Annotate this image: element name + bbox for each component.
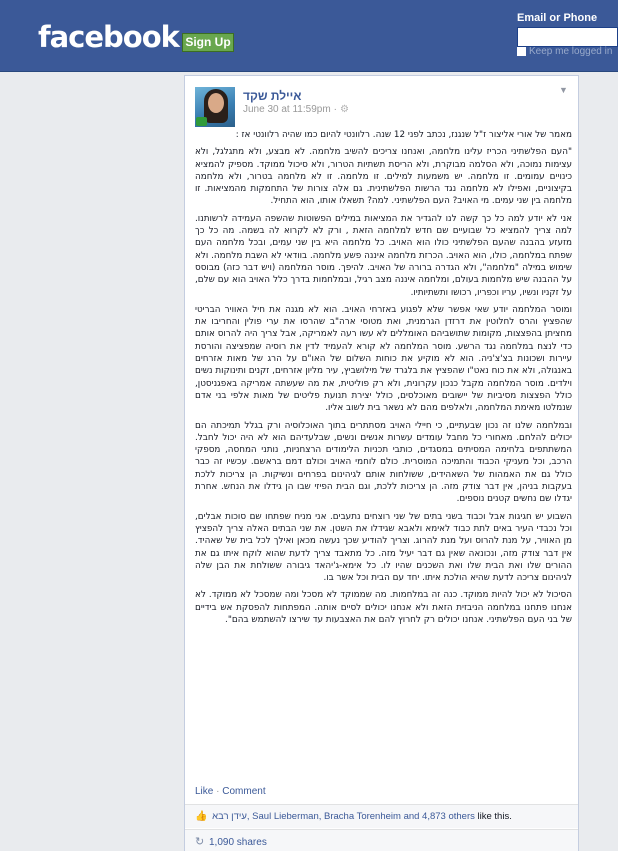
meta-separator: ·	[333, 104, 337, 115]
avatar-badge	[196, 117, 207, 126]
post-meta	[243, 104, 349, 115]
email-input[interactable]	[517, 27, 618, 47]
post-paragraph: "העם הפלשתיני הכריז עלינו מלחמה, ואנחנו צריכים להשיב מלחמה. לא מבצע, ולא מתגלגל, ולא עצימות נמוכה, ולא הסלמה מבוקרת, ולא הריסת תשתיות הטרור, ולא סיכול ממוקד. מספיק להמציא כינויים עמומים. זו מלחמה. יש משמעות למילים. זו מלחמה. זו לא מלחמה בטרור, ולא מלחמה בקיצוניים, ואפילו לא מלחמה נגד הרשות הפלשתינית. גם אלה צורות של התחמקות מהמציאות. זו מלחמה בין שני עמים. מי האויב? העם הפלשתיני. למה? תשאלו אותו, הוא התחיל.	[195, 147, 572, 207]
author-name[interactable]: איילת שקד	[243, 89, 302, 103]
post-timestamp[interactable]: June 30 at 11:59pm	[243, 104, 331, 115]
post-card	[184, 75, 579, 851]
facebook-logo[interactable]: facebook	[38, 20, 179, 54]
thumbs-up-icon: 👍	[195, 811, 208, 822]
actions-separator: ·	[216, 786, 220, 797]
share-icon: ↻	[195, 836, 205, 848]
sign-up-button[interactable]: Sign Up	[182, 33, 234, 52]
post-paragraph: אני לא יודע למה כל כך קשה לנו להגדיר את המציאות במילים הפשוטות שהשפה העמידה לרשותנו. למה צריך להמציא כל שבועיים שם חדש למלחמה הזאת , ורק לא לקרוא לה בשמה. מה כל כך מזעזע בהבנה שהעם הפלשתיני כולו הוא האויב. כל מלחמה היא בין שני עמים, ובכל מלחמה העם שפתח במלחמה, כולו, הוא האויב. הכרזת מלחמה איננה פשע מלחמה. בוודאי לא השבת מלחמה. ולא שימוש במילה "מלחמה", ולא הגדרה ברורה של האויב. להיפך. מוסר המלחמה (ויש דבר כזה) מבוסס על ההבנה שיש מלחמות בעולם, ומלחמה איננה מצב רגיל, ובמלחמות בדרך כלל האויב הוא עם שלם, על זקניו ונשיו, עריו וכפריו, רכושו ותשתיותיו.	[195, 213, 572, 298]
keep-logged-in-label: Keep me logged in	[529, 46, 613, 57]
keep-logged-in-checkbox[interactable]	[517, 47, 526, 56]
avatar[interactable]	[195, 87, 235, 127]
chevron-down-icon[interactable]: ▼	[559, 85, 568, 95]
post-paragraph: ובמלחמה שלנו זה נכון שבעתיים, כי חיילי האויב מסתתרים בתוך האוכלוסיה ורק בגלל תמיכתה הם יכולים להלחם. מאחורי כל מחבל עומדים עשרות אנשים ונשים, שבלעדיהם הוא לא היה יכול לחבל. המשתתפים בלחימה המסיתים במסגדים, כותבי תכניות הלימודים הרצחניות, נותני המחסה, מספקי הרכב, וכל מעניקי הכבוד והתמיכה המוסרית. כולם לוחמי האויב וכולם דמם בראשם. עכשיו זה כבר כולל גם את האמהות של השאהידים, ששולחות אותם לגיהינום בפרחים ונשיקות. הן צריכות ללכת בעקבות בניהן, אין דבר צודק מזה. הן צריכות ללכת, וגם הבית הפיזי שבו הן גידלו את הנחש. אחרת יגדלו שם נחשים קטנים נוספים.	[195, 420, 572, 505]
post-text	[195, 129, 572, 631]
shares-count[interactable]: 1,090 shares	[209, 837, 267, 848]
like-link[interactable]: Like	[195, 786, 214, 797]
post-paragraph: הסיכול לא יכול להיות ממוקד. כנה זה במלחמות. מה שממוקד לא מסכל ומה שמסכל לא ממוקד. לא אנחנו פתחנו במלחמה הניבזית הזאת ולא אנחנו יכולים לסיים אותה. המפתחות להפסקת אש בידיים של בני העם הפלשתיני. אנחנו יכולים רק לחרוץ להם את האצבעות עד שירצו להשתמש בהם".	[195, 590, 572, 625]
likes-summary	[185, 804, 578, 828]
likes-names[interactable]: עידן רבא, Saul Lieberman, Bracha Torenheim and 4,873 others	[212, 811, 475, 822]
post-paragraph: השבוע יש חגיגות אבל וכבוד בשני בתים של שני רוצחים נתעבים. אני מניח שפתחו שם סוכות אבלים, וכל נכבדי העיר באים לתת כבוד לאימא ולאבא שגידלו את השטן. את שני הבתים האלה צריך להפציץ מן האוויר, על מנת להרוס ועל מנת להרוג. וצריך להודיע שכך נעשה מכאן ואילך לכל בית של שאהיד. אין דבר צודק מזה, ונכונאה שאין גם דבר יעיל מזה. כל מתאבד צריך לדעת שהוא לוקח איתו גם את ההורים שלו ואת הבית שלו ואת השכנים שהיו לו. כל אימא-ג'יהאד גיבורה ששולחת את הבן שלה לגיהינום צריכה לדעת שהיא הולכת איתו. יחד עם הבית וכל אשר בו.	[195, 511, 572, 584]
comment-link[interactable]: Comment	[222, 786, 266, 797]
avatar-face	[208, 93, 224, 113]
shares-summary	[185, 829, 578, 851]
post-paragraph: מאמר של אורי אליצור ז"ל שנגנז, נכתב לפני 12 שנה. רלוונטי להיום כמו שהיה רלוונטי אז :	[235, 130, 572, 140]
email-label: Email or Phone	[517, 12, 598, 24]
post-actions	[195, 786, 266, 797]
top-bar	[0, 0, 618, 72]
likes-suffix: like this.	[477, 811, 512, 822]
post-paragraph: ומוסר המלחמה יודע שאי אפשר שלא לפגוע באזרחי האויב. הוא לא מגנה את חיל האוויר הבריטי שהפציץ והרס לחלוטין את דרזדן הגרמנית, ואת מטוסי ארה"ב שהרסו את ערי פולין והחריבו את מחציתן בהפצצות, מקומות שתושביהם האומללים לא עשו רעה לאמריקה, אבל צריך היה להרוס אותם כדי לנצח במלחמה נגד הרשע. מוסר המלחמה לא קורא להעמיד לדין את רוסיה שמפציצה והורסת עיירות ושכונות בצ'צ'ניה. הוא לא מוקיע את כוחות השלום של האו"ם על הרג של מאות אזרחים באנגולה, ולא את כוח נאט"ו שהפציץ את בלגרד של מילושביץ, עיר מליון אזרחים, זקנים ותינוקות נשים וילדים. מוסר המלחמה מקבל כנכון עקרונית, ולא רק פוליטית, את מה שעשתה אמריקה באפגניסטן, כולל הפצצות מסיביות של יישובים מאוכלסים, כולל יצירת תנועת פליטים של מאות אלפי בני אדם שנמלטו מאימת המלחמה, ולאלפים מהם לא נשאר בית לשוב אליו.	[195, 304, 572, 414]
gear-icon[interactable]: ⚙	[340, 104, 349, 115]
